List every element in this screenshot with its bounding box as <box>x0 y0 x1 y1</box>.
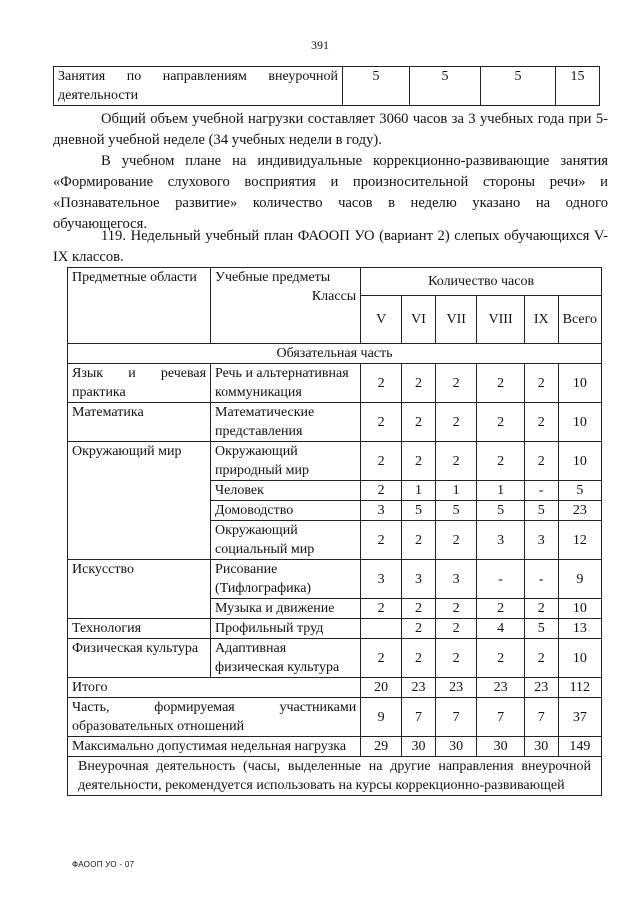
curriculum-table <box>67 267 602 796</box>
extracurricular-row <box>68 757 602 796</box>
value-cell: 2 <box>477 364 524 403</box>
paragraph-load: Общий объем учебной нагрузки составляет 3060 часов за 3 учебных года при 5-дневной учебной неделе (34 учебных недели в году). <box>53 111 608 148</box>
header-subjects-label: Учебные предметы <box>215 270 331 285</box>
grade-header: VI <box>402 296 436 344</box>
total-label: Итого <box>68 678 361 698</box>
max-load-label: Максимально допустимая недельная нагрузка <box>68 737 361 757</box>
table-row <box>68 403 602 442</box>
total-cell: 5 <box>558 481 601 501</box>
value-cell: 5 <box>477 501 524 521</box>
value-cell: 7 <box>435 698 476 737</box>
subject-cell: Человек <box>211 481 361 501</box>
cell: 5 <box>481 67 556 106</box>
header-hours: Количество часов <box>361 268 602 296</box>
value-cell: 3 <box>524 521 558 560</box>
subject-cell: Окружающий природный мир <box>211 442 361 481</box>
grade-header: V <box>361 296 402 344</box>
value-cell: 2 <box>477 403 524 442</box>
value-cell: 2 <box>402 521 436 560</box>
section-row <box>68 344 602 364</box>
value-cell: 5 <box>524 619 558 639</box>
paragraph-correction: В учебном плане на индивидуальные коррекционно-развивающие занятия «Формирование слухового восприятия и произносительной стороны речи» и «Познавательное развитие» количество часов в неделю указано на одного обучающегося. <box>53 153 608 232</box>
header-subjects <box>211 268 361 344</box>
value-cell: 5 <box>435 501 476 521</box>
value-cell: 4 <box>477 619 524 639</box>
value-cell: 5 <box>524 501 558 521</box>
extracurricular-note: Внеурочная деятельность (часы, выделенные на другие направления внеурочной деятельности, рекомендуется использовать на курсы коррекционно-развивающей <box>68 757 602 796</box>
subject-cell: Домоводство <box>211 501 361 521</box>
cell: 5 <box>343 67 410 106</box>
paragraph-table-title: 119. Недельный учебный план ФАООП УО (вариант 2) слепых обучающихся V-IX классов. <box>53 228 608 265</box>
value-cell <box>361 619 402 639</box>
value-cell: 1 <box>402 481 436 501</box>
value-cell: 30 <box>435 737 476 757</box>
value-cell: 9 <box>361 698 402 737</box>
subject-cell: Окружающий социальный мир <box>211 521 361 560</box>
variable-part-row <box>68 698 602 737</box>
value-cell: 2 <box>524 364 558 403</box>
total-cell: 10 <box>558 442 601 481</box>
variable-part-label: Часть, формируемая участниками образовательных отношений <box>68 698 361 737</box>
value-cell: 30 <box>524 737 558 757</box>
value-cell: 2 <box>435 619 476 639</box>
value-cell: 29 <box>361 737 402 757</box>
header-areas: Предметные области <box>68 268 211 344</box>
value-cell: 2 <box>477 442 524 481</box>
header-row <box>68 268 602 296</box>
value-cell: 2 <box>361 403 402 442</box>
value-cell: 2 <box>435 639 476 678</box>
value-cell: 2 <box>524 639 558 678</box>
value-cell: 23 <box>435 678 476 698</box>
area-cell: Искусство <box>68 560 211 619</box>
value-cell: - <box>524 481 558 501</box>
total-cell: 149 <box>558 737 601 757</box>
value-cell: 7 <box>477 698 524 737</box>
value-cell: 2 <box>524 403 558 442</box>
value-cell: 2 <box>361 481 402 501</box>
value-cell: 20 <box>361 678 402 698</box>
grade-header: VIII <box>477 296 524 344</box>
value-cell: 3 <box>435 560 476 599</box>
value-cell: 30 <box>402 737 436 757</box>
table-row <box>68 639 602 678</box>
total-cell: 12 <box>558 521 601 560</box>
value-cell: 3 <box>361 560 402 599</box>
total-cell: 9 <box>558 560 601 599</box>
total-cell: 10 <box>558 403 601 442</box>
value-cell: 5 <box>402 501 436 521</box>
value-cell: 7 <box>402 698 436 737</box>
value-cell: 2 <box>402 619 436 639</box>
value-cell: 23 <box>402 678 436 698</box>
value-cell: 2 <box>524 442 558 481</box>
value-cell: 2 <box>361 521 402 560</box>
subject-cell: Речь и альтернативная коммуникация <box>211 364 361 403</box>
table-row <box>68 364 602 403</box>
total-cell: 10 <box>558 639 601 678</box>
area-cell: Окружающий мир <box>68 442 211 560</box>
value-cell: 2 <box>477 599 524 619</box>
value-cell: 2 <box>402 442 436 481</box>
value-cell: 23 <box>524 678 558 698</box>
value-cell: 2 <box>435 403 476 442</box>
value-cell: 2 <box>361 442 402 481</box>
value-cell: 2 <box>402 403 436 442</box>
value-cell: 2 <box>402 364 436 403</box>
value-cell: 2 <box>402 599 436 619</box>
subject-cell: Математические представления <box>211 403 361 442</box>
value-cell: 2 <box>435 521 476 560</box>
total-cell: 10 <box>558 364 601 403</box>
value-cell: 2 <box>524 599 558 619</box>
total-cell: 23 <box>558 501 601 521</box>
footer-code: ФАООП УО - 07 <box>72 860 135 869</box>
continued-table <box>53 66 600 106</box>
value-cell: 2 <box>402 639 436 678</box>
row-label: Занятия по направлениям внеурочной деятельности <box>54 67 343 106</box>
table-row <box>68 619 602 639</box>
area-cell: Технология <box>68 619 211 639</box>
table-row <box>68 560 602 599</box>
area-cell: Язык и речевая практика <box>68 364 211 403</box>
value-cell: 3 <box>477 521 524 560</box>
value-cell: 23 <box>477 678 524 698</box>
grade-header: IX <box>524 296 558 344</box>
value-cell: - <box>524 560 558 599</box>
area-cell: Математика <box>68 403 211 442</box>
area-cell: Физическая культура <box>68 639 211 678</box>
value-cell: 1 <box>435 481 476 501</box>
value-cell: 2 <box>361 599 402 619</box>
value-cell: 2 <box>435 442 476 481</box>
value-cell: 2 <box>477 639 524 678</box>
value-cell: 1 <box>477 481 524 501</box>
subject-cell: Профильный труд <box>211 619 361 639</box>
total-cell: 112 <box>558 678 601 698</box>
grade-header: VII <box>435 296 476 344</box>
value-cell: 3 <box>402 560 436 599</box>
value-cell: 30 <box>477 737 524 757</box>
value-cell: 2 <box>361 639 402 678</box>
mandatory-part-label: Обязательная часть <box>68 344 602 364</box>
value-cell: 2 <box>435 364 476 403</box>
total-cell: 37 <box>558 698 601 737</box>
subject-cell: Адаптивная физическая культура <box>211 639 361 678</box>
value-cell: 7 <box>524 698 558 737</box>
value-cell: - <box>477 560 524 599</box>
cell: 5 <box>410 67 481 106</box>
header-classes-label: Классы <box>311 289 357 304</box>
value-cell: 3 <box>361 501 402 521</box>
subject-cell: Музыка и движение <box>211 599 361 619</box>
total-row <box>68 678 602 698</box>
max-load-row <box>68 737 602 757</box>
cell: 15 <box>556 67 600 106</box>
page-number: 391 <box>311 38 329 52</box>
subject-cell: Рисование (Тифлографика) <box>211 560 361 599</box>
grade-header: Всего <box>558 296 601 344</box>
value-cell: 2 <box>435 599 476 619</box>
table-row <box>54 67 600 106</box>
total-cell: 10 <box>558 599 601 619</box>
table-row <box>68 442 602 481</box>
value-cell: 2 <box>361 364 402 403</box>
total-cell: 13 <box>558 619 601 639</box>
